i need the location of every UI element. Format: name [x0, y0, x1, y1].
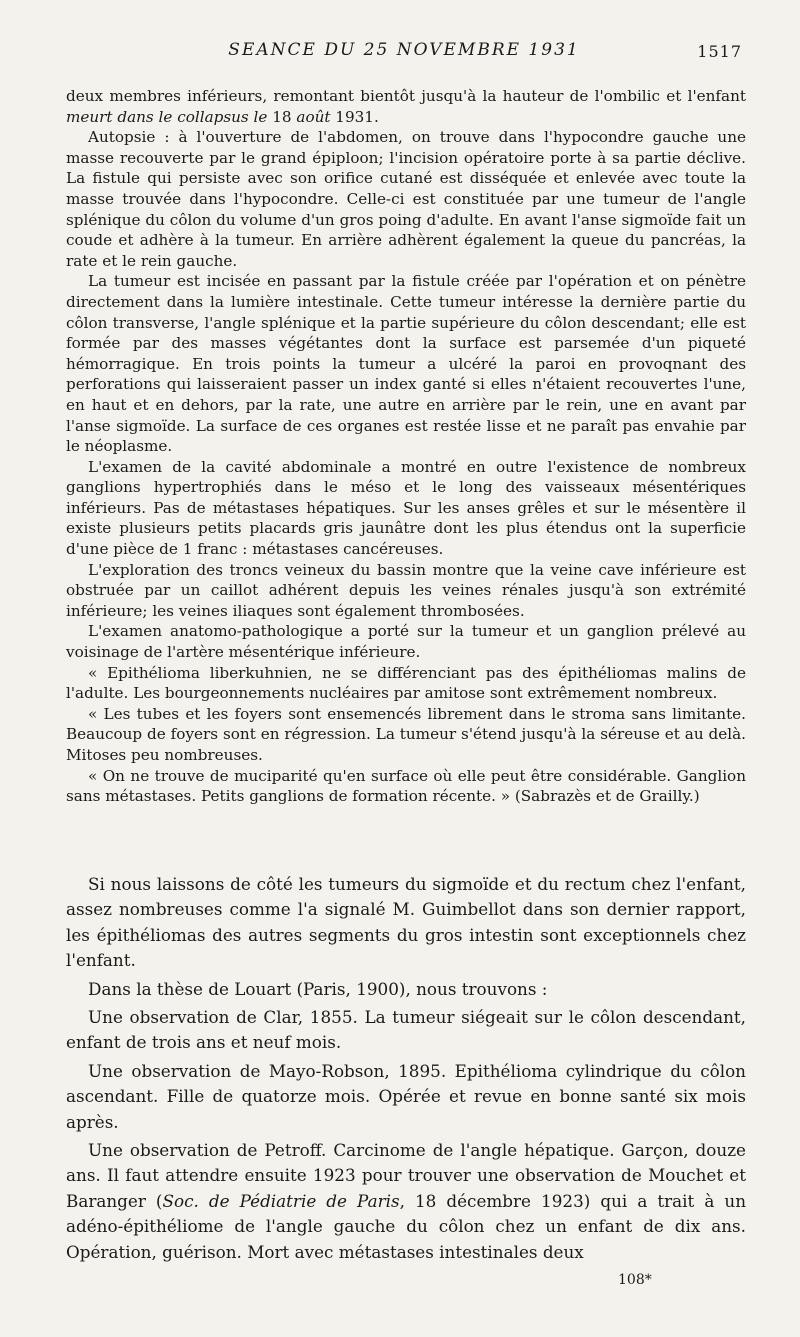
discussion-paragraph: Une observation de Clar, 1855. La tumeur siégeait sur le côlon descendant, enfant de trois ans et neuf mois.: [66, 1007, 746, 1053]
running-head: SEANCE DU 25 NOVEMBRE 1931: [228, 40, 580, 60]
discussion-paragraph: Une observation de Petroff. Carcinome de l'angle hépatique. Garçon, douze ans. Il faut attendre ensuite 1923 pour trouver une observation de Mouchet et Baranger (Soc. de Pédiatrie de Paris, 18 décembre 1923) qui a trait à un adéno-épithéliome de l'angle gauche du côlon chez un enfant de dix ans. Opération, guérison. Mort avec métastases intestinales deux: [66, 1140, 746, 1262]
discussion-paragraph: Si nous laissons de côté les tumeurs du sigmoïde et du rectum chez l'enfant, assez nombreuses comme l'a signalé M. Guimbellot dans son dernier rapport, les épithéliomas des autres segments du gros intestin sont exceptionnels chez l'enfant.: [66, 874, 746, 971]
discussion-paragraph: Une observation de Mayo-Robson, 1895. Epithélioma cylindrique du côlon ascendant. Fille de quatorze mois. Opérée et revue en bonne santé six mois après.: [66, 1060, 746, 1132]
discussion-paragraph: Dans la thèse de Louart (Paris, 1900), nous trouvons :: [88, 978, 548, 999]
report-paragraph: L'examen anatomo-pathologique a porté sur la tumeur et un ganglion prélevé au voisinage de l'artère mésentérique inférieure.: [66, 622, 746, 662]
signature-mark: 108*: [618, 1272, 652, 1288]
report-paragraph: La tumeur est incisée en passant par la fistule créée par l'opération et on pénètre directement dans la lumière intestinale. Cette tumeur intéresse la dernière partie du côlon transverse, l'angle splénique et la partie supérieure du côlon descendant; elle est formée par des masses végétantes dont la surface est parsemée d'un piqueté hémorragique. En trois points la tumeur a ulcéré la paroi en provoqnant des perforations qui laisseraient passer un index ganté si elles n'étaient recouvertes l'une, en haut et en dehors, par la rate, une autre en arrière par le rein, une en avant par l'anse sigmoïde. La surface de ces organes est restée lisse et ne paraît pas envahie par le néoplasme.: [66, 272, 746, 456]
report-quote-paragraph: « On ne trouve de muciparité qu'en surface où elle peut être considérable. Ganglion sans métastases. Petits ganglions de formation récente. » (Sabrazès et de Grailly.): [66, 766, 746, 806]
report-quote-paragraph: « Epithélioma liberkuhnien, ne se différenciant pas des épithéliomas malins de l'adulte. Les bourgeonnements nucléaires par amitose sont extrêmement nombreux.: [66, 663, 746, 703]
page-header: [66, 40, 742, 68]
page-number: 1517: [697, 42, 742, 61]
report-paragraph: deux membres inférieurs, remontant bientôt jusqu'à la hauteur de l'ombilic et l'enfant meurt dans le collapsus le 18 août 1931.: [66, 87, 746, 126]
report-quote-paragraph: « Les tubes et les foyers sont ensemencés librement dans le stroma sans limitante. Beaucoup de foyers sont en régression. La tumeur s'étend jusqu'à la séreuse et au delà. Mitoses peu nombreuses.: [66, 704, 746, 764]
case-report-text: [66, 86, 746, 807]
discussion-text: [66, 872, 746, 1268]
report-paragraph: Autopsie : à l'ouverture de l'abdomen, on trouve dans l'hypocondre gauche une masse recouverte par le grand épiploon; l'incision opératoire porte à sa partie déclive. La fistule qui persiste avec son orifice cutané est disséquée et enlevée avec toute la masse trouvée dans l'hypocondre. Celle-ci est constituée par une tumeur de l'angle splénique du côlon du volume d'un gros poing d'adulte. En avant l'anse sigmoïde fait un coude et adhère à la tumeur. En arrière adhèrent également la queue du pancréas, la rate et le rein gauche.: [66, 128, 746, 270]
report-paragraph: L'exploration des troncs veineux du bassin montre que la veine cave inférieure est obstruée par un caillot adhérent depuis les veines rénales jusqu'à son extrémité inférieure; les veines iliaques sont également thrombosées.: [66, 560, 746, 620]
report-paragraph: L'examen de la cavité abdominale a montré en outre l'existence de nombreux ganglions hypertrophiés dans le méso et le long des vaisseaux mésentériques inférieurs. Pas de métastases hépatiques. Sur les anses grêles et sur le mésentère il existe plusieurs petits placards gris jaunâtre dont les plus étendus ont la superficie d'une pièce de 1 franc : métastases cancéreuses.: [66, 457, 746, 559]
